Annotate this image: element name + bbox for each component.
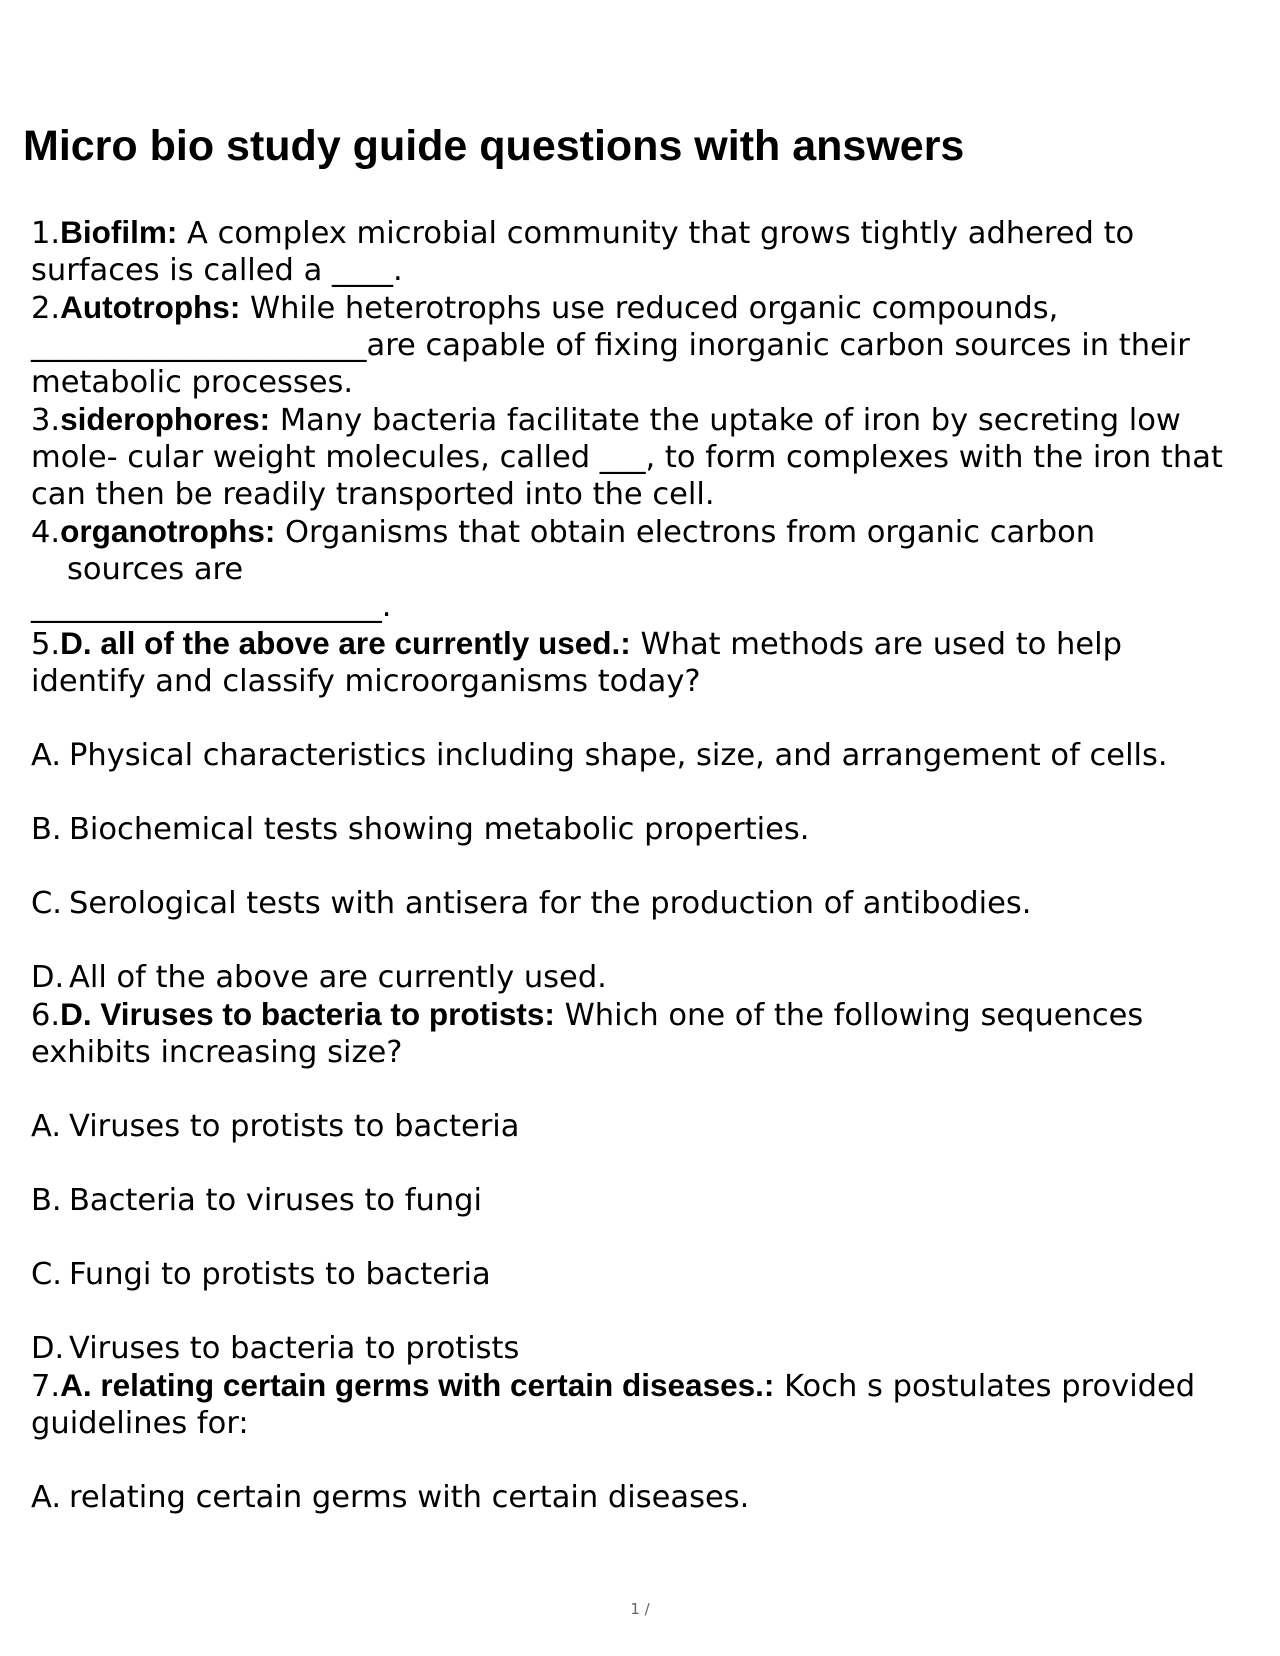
question-number: 6. bbox=[31, 998, 61, 1033]
option-a bbox=[31, 1108, 1246, 1145]
question-number: 7. bbox=[31, 1369, 61, 1404]
answer-term: Biofilm: bbox=[60, 214, 178, 250]
option-letter: C. bbox=[31, 1257, 62, 1292]
option-list bbox=[31, 737, 1246, 996]
option-letter: B. bbox=[31, 812, 62, 847]
question-text: What methods are used to help identify and classify microorganisms today? bbox=[31, 627, 1122, 699]
question-3 bbox=[31, 401, 1246, 513]
question-text: Koch s postulates provided guidelines for: bbox=[31, 1369, 1196, 1441]
option-text: Serological tests with antisera for the production of antibodies. bbox=[69, 886, 1032, 921]
question-number: 1. bbox=[31, 216, 61, 251]
answer-term: A. relating certain germs with certain diseases.: bbox=[60, 1367, 775, 1403]
option-letter: A. bbox=[31, 1109, 62, 1144]
option-letter: A. bbox=[31, 738, 62, 773]
option-c bbox=[31, 885, 1246, 922]
option-a bbox=[31, 737, 1246, 774]
option-b bbox=[31, 1182, 1246, 1219]
option-list bbox=[31, 1479, 1246, 1516]
option-letter: A. bbox=[31, 1480, 62, 1515]
answer-blank: _______________________. bbox=[31, 589, 392, 624]
question-number: 5. bbox=[31, 627, 61, 662]
option-a bbox=[31, 1479, 1246, 1516]
question-6 bbox=[31, 996, 1246, 1367]
option-text: Fungi to protists to bacteria bbox=[69, 1257, 491, 1292]
option-list bbox=[31, 1108, 1246, 1367]
question-number: 3. bbox=[31, 403, 61, 438]
answer-term: Autotrophs: bbox=[60, 289, 241, 325]
option-letter: D. bbox=[31, 1331, 65, 1366]
answer-term: organotrophs: bbox=[60, 513, 276, 549]
page-number: 1 / bbox=[630, 1600, 650, 1618]
answer-term: siderophores: bbox=[60, 401, 271, 437]
option-text: Biochemical tests showing metabolic properties. bbox=[69, 812, 810, 847]
question-1 bbox=[31, 214, 1246, 289]
question-number: 4. bbox=[31, 515, 61, 550]
option-letter: D. bbox=[31, 960, 65, 995]
option-letter: C. bbox=[31, 886, 62, 921]
question-4 bbox=[31, 513, 1246, 625]
question-text: While heterotrophs use reduced organic compounds, bbox=[240, 291, 1059, 326]
option-d bbox=[31, 959, 1246, 996]
question-list bbox=[31, 214, 1246, 1516]
question-text: Which one of the following sequences exhibits increasing size? bbox=[31, 998, 1144, 1070]
question-text-continued: ______________________are capable of fixing inorganic carbon sources in their metabolic processes. bbox=[31, 328, 1190, 400]
question-text: Many bacteria facilitate the uptake of iron by secreting low mole- cular weight molecules, called ___, to form complexes with the iron that can then be readily transported into the cell. bbox=[31, 403, 1223, 512]
question-7 bbox=[31, 1367, 1246, 1516]
question-text: Organisms that obtain electrons from organic carbon bbox=[275, 515, 1096, 550]
question-number: 2. bbox=[31, 291, 61, 326]
option-text: Physical characteristics including shape, size, and arrangement of cells. bbox=[69, 738, 1168, 773]
option-text: relating certain germs with certain diseases. bbox=[69, 1480, 750, 1515]
question-5 bbox=[31, 625, 1246, 996]
question-2 bbox=[31, 289, 1246, 401]
option-b bbox=[31, 811, 1246, 848]
option-text: Viruses to bacteria to protists bbox=[69, 1331, 520, 1366]
option-text: Viruses to protists to bacteria bbox=[69, 1109, 520, 1144]
option-text: Bacteria to viruses to fungi bbox=[69, 1183, 483, 1218]
document-title: Micro bio study guide questions with answers bbox=[23, 122, 965, 170]
question-text-continued: sources are bbox=[67, 552, 244, 587]
question-text: A complex microbial community that grows tightly adhered to surfaces is called a ____. bbox=[31, 216, 1135, 288]
option-letter: B. bbox=[31, 1183, 62, 1218]
answer-term: D. all of the above are currently used.: bbox=[60, 625, 631, 661]
option-d bbox=[31, 1330, 1246, 1367]
option-c bbox=[31, 1256, 1246, 1293]
option-text: All of the above are currently used. bbox=[69, 960, 607, 995]
answer-term: D. Viruses to bacteria to protists: bbox=[60, 996, 555, 1032]
